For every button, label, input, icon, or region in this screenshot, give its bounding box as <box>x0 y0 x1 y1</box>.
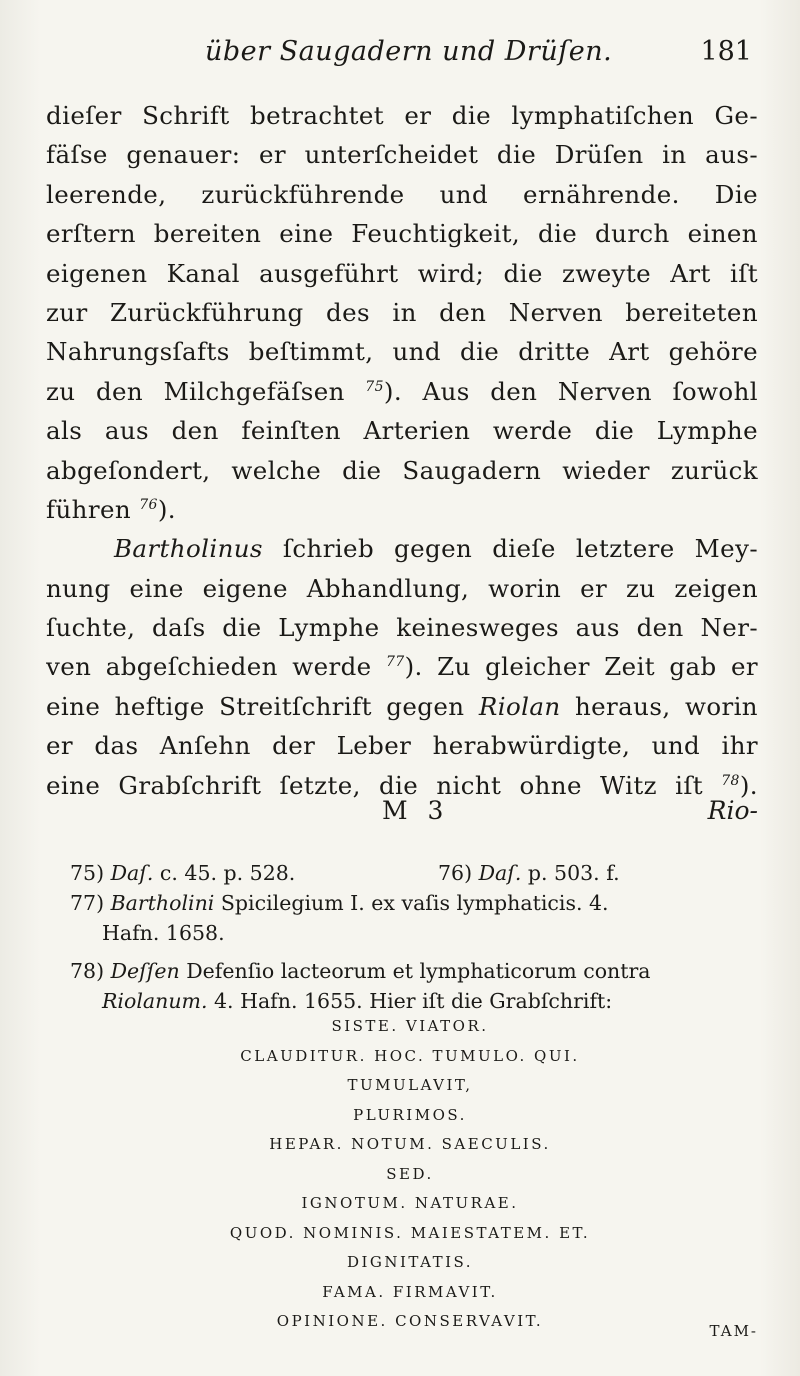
footnote-76 <box>438 858 620 888</box>
footnote-author: Deſſen <box>110 959 180 983</box>
footnote-text: Defenſio lacteorum et lymphaticorum contra <box>179 959 651 983</box>
text-line: Nahrungsſafts beſtimmt, und die dritte Art gehöre <box>46 337 758 367</box>
epitaph-line: SED. <box>386 1164 434 1183</box>
footnote-source: Daſ. <box>110 861 154 885</box>
epitaph-line: OPINIONE. CONSERVAVIT. <box>276 1312 544 1330</box>
text-line: ſuchte, daſs die Lymphe keinesweges aus den Ner- <box>46 613 758 643</box>
text-span: ). Zu gleicher Zeit gab er <box>404 652 758 682</box>
person-name: Bartholinus <box>114 534 263 564</box>
footnotes <box>70 858 760 1016</box>
epitaph-line: PLURIMOS. <box>353 1105 467 1124</box>
footnote-ref: 75 <box>365 378 384 395</box>
epitaph-line: HEPAR. NOTUM. SAECULIS. <box>269 1135 551 1153</box>
text-line <box>46 687 758 726</box>
footnote-ref: 77 <box>385 654 405 671</box>
running-head: über Saugadern und Drüſen. <box>205 36 613 67</box>
text-line: fäſse genauer: er unterſcheidet die Drüſen in aus- <box>46 140 758 170</box>
catchword: Rio- <box>707 796 758 825</box>
footnote-number: 75) <box>70 861 111 885</box>
printer-signature: M 3 <box>382 796 450 825</box>
footnote-77-continued: Hafn. 1658. <box>102 921 225 945</box>
text-line: eigenen Kanal ausgeführt wird; die zweyte Art iſt <box>46 258 758 288</box>
text-span: ſchrieb gegen dieſe letztere Mey- <box>262 534 758 564</box>
text-span: führen <box>46 494 140 524</box>
text-span: eine heftige Streitſchrift gegen <box>46 691 479 721</box>
text-line: er das Anſehn der Leber herabwürdigte, und ihr <box>46 731 758 761</box>
text-span: ). <box>739 770 758 800</box>
epitaph <box>140 1012 680 1337</box>
footnote-text: c. 45. p. 528. <box>153 861 296 885</box>
footnote-75 <box>70 861 295 885</box>
text-line <box>46 647 758 686</box>
footnote-77 <box>70 888 760 918</box>
footnote-78 <box>70 956 760 986</box>
epitaph-line: FAMA. FIRMAVIT. <box>322 1282 498 1301</box>
footnote-ref: 78 <box>721 772 740 789</box>
footnote-text: p. 503. f. <box>521 861 620 885</box>
footnote-number: 78) <box>70 959 111 983</box>
text-line: als aus den feinſten Arterien werde die Lymphe <box>46 416 758 446</box>
text-span: ven abgeſchieden werde <box>46 652 386 682</box>
epitaph-line: DIGNITATIS. <box>346 1253 474 1271</box>
signature-line <box>46 796 758 836</box>
epitaph-line: SISTE. VIATOR. <box>331 1017 489 1035</box>
epitaph-line: IGNOTUM. NATURAE. <box>301 1194 519 1212</box>
footnote-author: Riolanum. <box>102 989 208 1013</box>
text-line: abgeſondert, welche die Saugadern wieder zurück <box>46 455 758 485</box>
text-span: heraus, worin <box>560 691 758 721</box>
page-number: 181 <box>700 36 752 67</box>
text-line <box>46 529 758 568</box>
epitaph-line: TUMULAVIT, <box>347 1076 473 1094</box>
footnote-ref: 76 <box>139 496 158 513</box>
body-text <box>46 96 758 805</box>
catchword-bottom: TAM- <box>709 1322 758 1340</box>
text-line: dieſer Schrift betrachtet er die lymphatiſchen Ge- <box>46 101 758 130</box>
footnote-number: 76) <box>438 861 479 885</box>
text-line <box>46 372 758 411</box>
page-header <box>0 36 800 76</box>
text-span: ). <box>157 494 176 524</box>
text-line: erſtern bereiten eine Feuchtigkeit, die durch einen <box>46 219 758 249</box>
epitaph-line: CLAUDITUR. HOC. TUMULO. QUI. <box>240 1046 580 1065</box>
text-span: ). Aus den Nerven ſowohl <box>383 376 758 406</box>
footnote-number: 77) <box>70 891 111 915</box>
text-line: zur Zurückführung des in den Nerven bereiteten <box>46 297 758 327</box>
text-span: eine Grabſchrift ſetzte, die nicht ohne Witz iſt <box>46 770 722 800</box>
footnote-source: Daſ. <box>478 861 522 885</box>
footnote-text: 4. Hafn. 1655. Hier iſt die Grabſchrift: <box>207 989 613 1013</box>
text-line <box>46 490 758 529</box>
epitaph-line: QUOD. NOMINIS. MAIESTATEM. ET. <box>229 1223 591 1242</box>
footnote-text: Spicilegium I. ex vaſis lymphaticis. 4. <box>214 891 609 915</box>
text-span: zu den Milchgefäſsen <box>46 376 366 406</box>
footnote-row <box>70 858 760 888</box>
person-name: Riolan <box>478 691 561 721</box>
text-line: nung eine eigene Abhandlung, worin er zu zeigen <box>46 573 758 603</box>
footnote-author: Bartholini <box>110 891 215 915</box>
text-line: leerende, zurückführende und ernährende. Die <box>46 179 758 209</box>
